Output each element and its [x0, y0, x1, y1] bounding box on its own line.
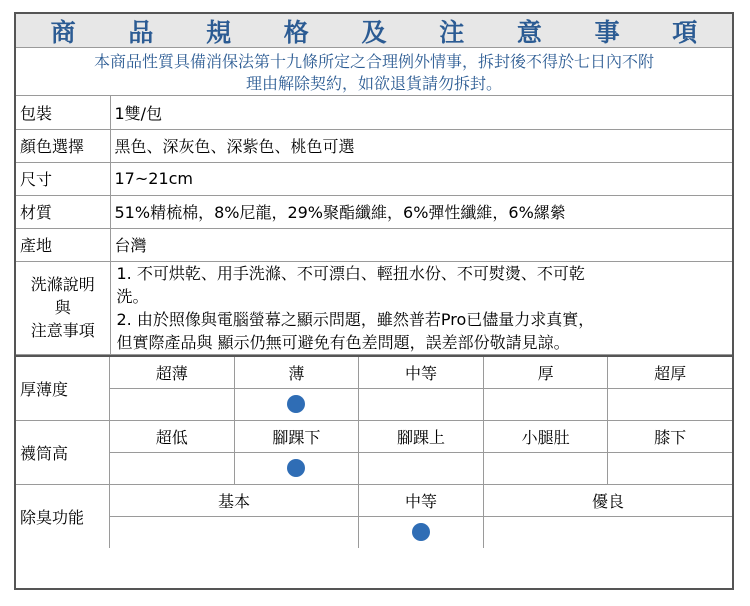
spec-row-material	[16, 195, 732, 228]
rating-marks	[110, 389, 732, 420]
rating-mark-cell	[235, 389, 360, 420]
spec-table	[16, 96, 732, 355]
rating-option: 基本	[110, 485, 359, 516]
spec-label: 包裝	[16, 96, 110, 129]
rating-label: 除臭功能	[16, 485, 110, 548]
notice-line-1: 本商品性質具備消保法第十九條所定之合理例外情事，拆封後不得於七日內不附	[93, 52, 654, 71]
care-text	[110, 261, 732, 354]
rating-row-height	[16, 421, 732, 485]
rating-mark-cell	[359, 517, 484, 548]
rating-label: 襪筒高	[16, 421, 110, 484]
rating-mark-cell	[110, 517, 359, 548]
spec-label: 尺寸	[16, 162, 110, 195]
rating-option: 優良	[591, 491, 624, 511]
rating-mark-cell	[359, 389, 484, 420]
spec-value: 黑色、深灰色、深紫色、桃色可選	[110, 129, 732, 162]
rating-mark-cell	[484, 517, 732, 548]
rating-mark-cell	[484, 389, 609, 420]
rating-option: 腳踝上	[359, 421, 484, 452]
care-line: 洗。	[116, 286, 149, 306]
rating-option: 厚	[484, 357, 609, 388]
rating-option: 超厚	[654, 363, 687, 383]
rating-option: 中等	[359, 357, 484, 388]
rating-mark-cell	[110, 389, 235, 420]
spec-value: 1雙/包	[110, 96, 732, 129]
spec-row-packaging	[16, 96, 732, 129]
spec-value: 51%精梳棉，8%尼龍，29%聚酯纖維，6%彈性纖維，6%縲縈	[110, 195, 732, 228]
rating-mark-cell	[359, 453, 484, 484]
selected-dot-icon	[412, 523, 430, 541]
care-label	[16, 261, 110, 354]
rating-option: 超低	[110, 421, 235, 452]
spec-row-origin	[16, 228, 732, 261]
selected-dot-icon	[287, 459, 305, 477]
rating-option: 超薄	[110, 357, 235, 388]
rating-options	[110, 421, 732, 453]
return-notice	[16, 48, 732, 96]
spec-row-size	[16, 162, 732, 195]
rating-option: 小腿肚	[484, 421, 609, 452]
rating-label: 厚薄度	[16, 357, 110, 420]
rating-row-thickness	[16, 357, 732, 421]
care-label-line: 注意事項	[30, 321, 95, 340]
rating-option: 膝下	[654, 427, 687, 447]
rating-options	[110, 357, 732, 389]
spec-row-colors	[16, 129, 732, 162]
rating-mark-cell	[110, 453, 235, 484]
rating-option: 腳踝下	[235, 421, 360, 452]
spec-label: 產地	[16, 228, 110, 261]
care-line: 但實際產品與 顯示仍無可避免有色差問題，誤差部份敬請見諒。	[116, 332, 570, 352]
rating-mark-cell	[235, 453, 360, 484]
rating-marks	[110, 453, 732, 484]
spec-label: 材質	[16, 195, 110, 228]
rating-mark-cell	[608, 453, 732, 484]
rating-mark-cell	[484, 453, 609, 484]
selected-dot-icon	[287, 395, 305, 413]
sheet-title: 商 品 規 格 及 注 意 事 項	[16, 14, 732, 48]
rating-options	[110, 485, 732, 517]
rating-marks	[110, 517, 732, 548]
spec-value: 17~21cm	[110, 162, 732, 195]
care-line: 1. 不可烘乾、用手洗滌、不可漂白、輕扭水份、不可熨燙、不可乾	[116, 263, 585, 283]
care-line: 2. 由於照像與電腦螢幕之顯示問題，雖然普若Pro已儘量力求真實，	[116, 309, 595, 329]
spec-value: 台灣	[110, 228, 732, 261]
rating-row-deodor	[16, 485, 732, 548]
spec-sheet	[14, 12, 734, 590]
spec-label: 顏色選擇	[16, 129, 110, 162]
notice-line-2: 理由解除契約，如欲退貨請勿拆封。	[245, 74, 502, 93]
rating-grid	[16, 357, 732, 548]
rating-mark-cell	[608, 389, 732, 420]
care-label-line: 與	[54, 298, 71, 317]
rating-option: 中等	[359, 485, 484, 516]
spec-row-care	[16, 261, 732, 354]
rating-option: 薄	[235, 357, 360, 388]
care-label-line: 洗滌說明	[30, 275, 95, 294]
